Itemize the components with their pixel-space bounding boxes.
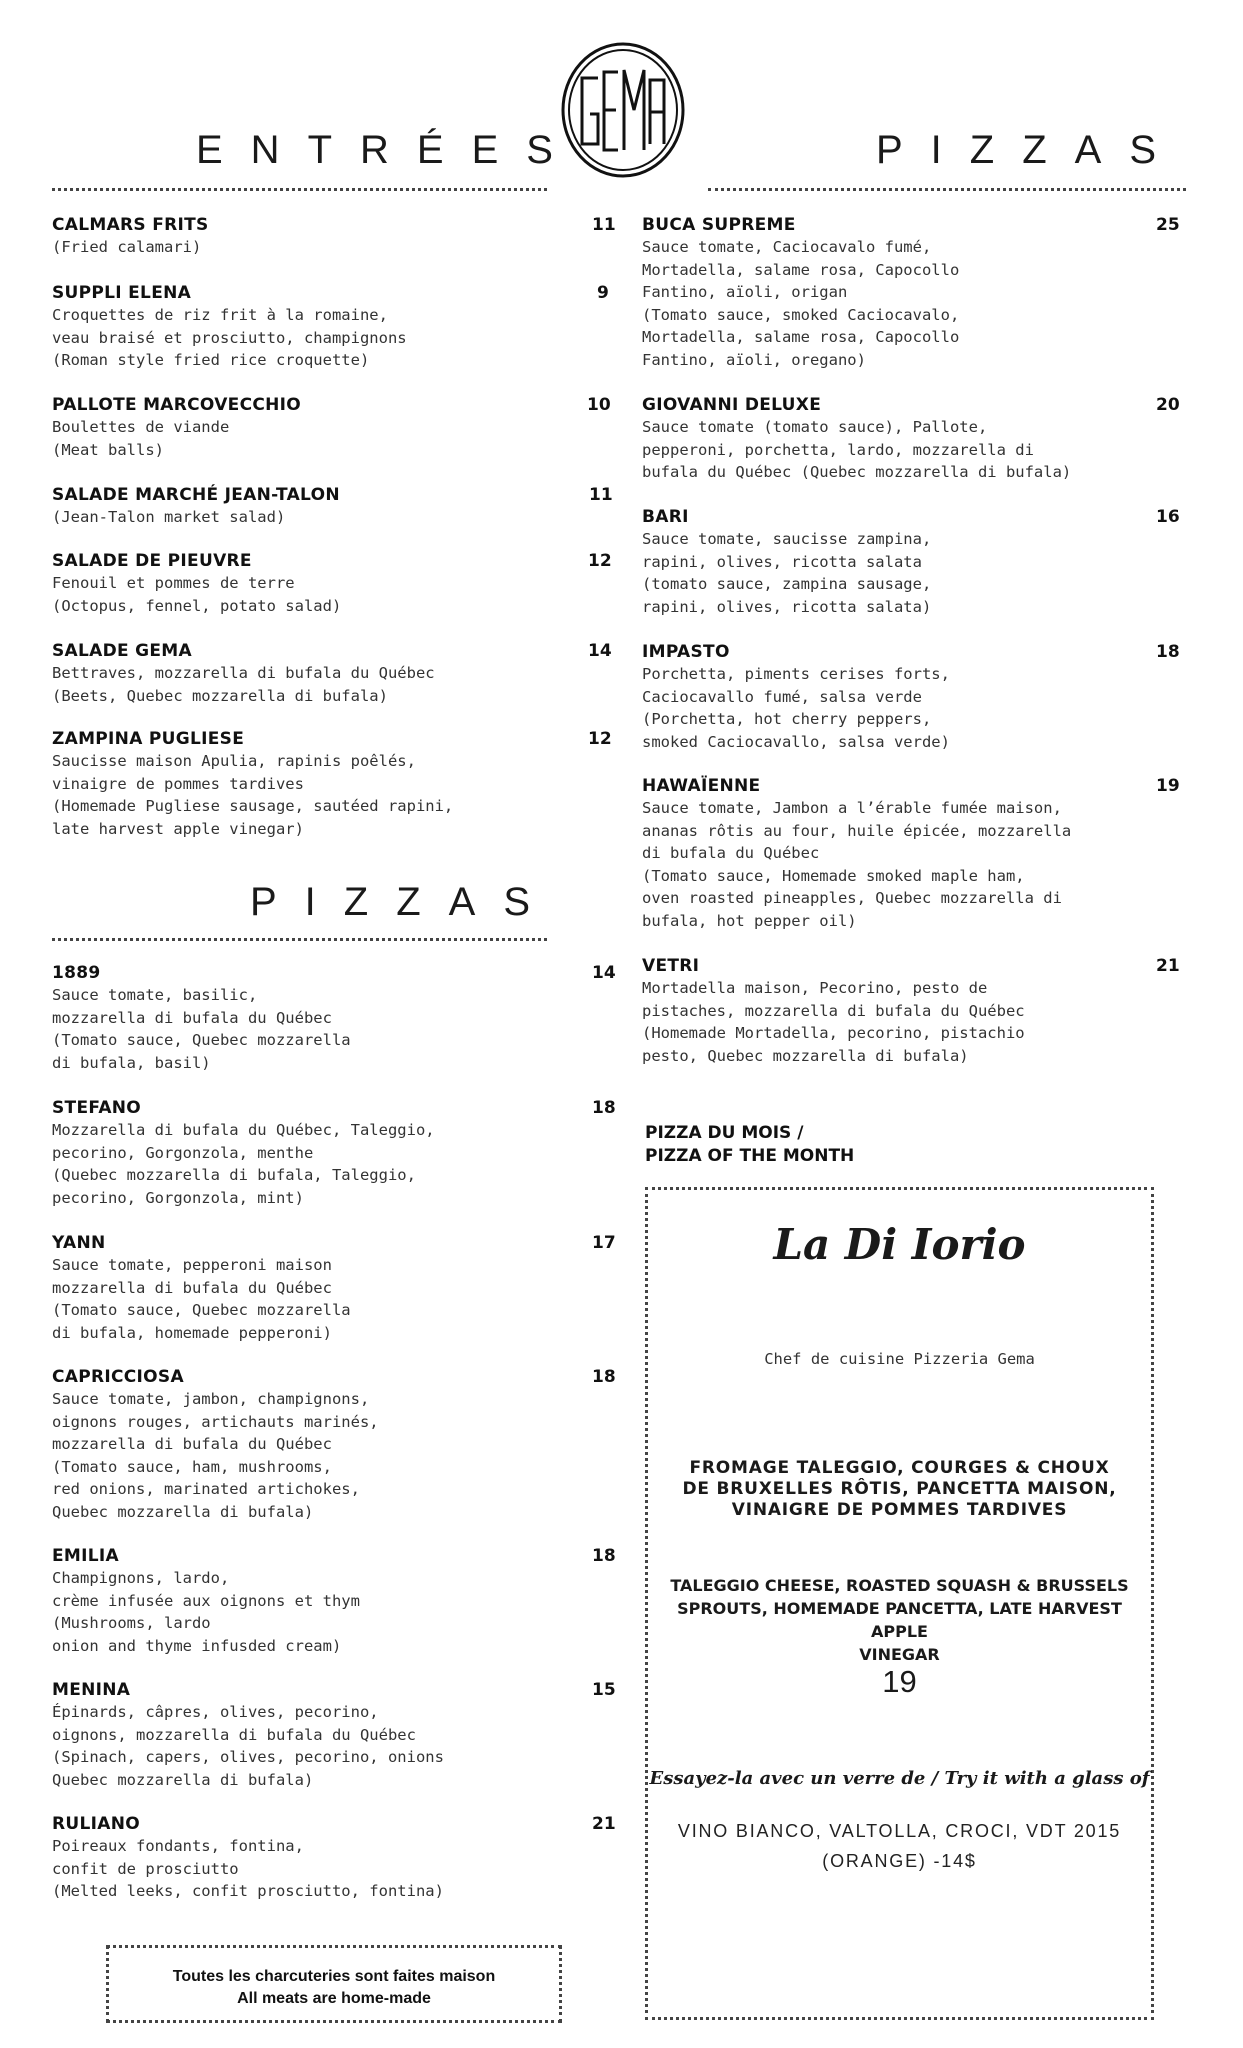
menu-item (52, 728, 612, 840)
item-price: 17 (592, 1233, 616, 1253)
menu-item (52, 214, 616, 259)
item-description: Sauce tomate, jambon, champignons, oignons rouges, artichauts marinés, mozzarella di bufala du Québec (Tomato sauce, ham, mushrooms, red onions, marinated artichokes, Quebec mozzarella di bufala) (52, 1390, 379, 1521)
item-name: SALADE GEMA (52, 641, 192, 661)
menu-item (642, 641, 1182, 753)
item-description: Boulettes de viande (Meat balls) (52, 418, 230, 459)
item-price: 12 (588, 551, 612, 571)
item-description: Sauce tomate, Jambon a l’érable fumée maison, ananas rôtis au four, huile épicée, mozzarella di bufala du Québec (Tomato sauce, Homemade smoked maple ham, oven roasted pineapples, Quebec mozzarella di bufala, hot pepper oil) (642, 799, 1072, 930)
item-description: (Jean-Talon market salad) (52, 508, 286, 526)
pizza-of-month-box (645, 1187, 1154, 2020)
menu-item (52, 282, 612, 372)
note-line-fr: Toutes les charcuteries sont faites maison (172, 1968, 496, 1985)
item-price: 15 (592, 1680, 616, 1700)
item-description: Champignons, lardo, crème infusée aux oignons et thym (Mushrooms, lardo onion and thyme infusded cream) (52, 1569, 360, 1655)
menu-item (642, 394, 1182, 484)
item-price: 9 (597, 283, 609, 303)
chef-credit: Chef de cuisine Pizzeria Gema (764, 1350, 1035, 1368)
menu-item (642, 506, 1182, 618)
menu-item (52, 1232, 616, 1344)
item-price: 11 (589, 485, 613, 505)
item-name: MENINA (52, 1680, 131, 1700)
menu-item (52, 1813, 616, 1903)
menu-item (52, 1545, 616, 1657)
item-price: 14 (588, 641, 612, 661)
menu-item (52, 1679, 616, 1791)
item-price: 10 (587, 395, 611, 415)
item-price: 18 (592, 1546, 616, 1566)
item-name: EMILIA (52, 1546, 119, 1566)
item-description: Sauce tomate, saucisse zampina, rapini, olives, ricotta salata (tomato sauce, zampina sausage, rapini, olives, ricotta salata) (642, 530, 932, 616)
item-name: PALLOTE MARCOVECCHIO (52, 395, 302, 415)
item-description: Mozzarella di bufala du Québec, Taleggio, pecorino, Gorgonzola, menthe (Quebec mozzarella di bufala, Taleggio, pecorino, Gorgonzola, mint) (52, 1121, 435, 1207)
note-line-en: All meats are home-made (237, 1990, 431, 2007)
item-price: 11 (592, 215, 616, 235)
wine-name: VINO BIANCO, VALTOLLA, CROCI, VDT 2015 (677, 1821, 1122, 1841)
menu-item (52, 640, 612, 707)
item-name: IMPASTO (642, 642, 730, 662)
pizza-of-month-description-fr: FROMAGE TALEGGIO, COURGES & CHOUX DE BRUXELLES RÔTIS, PANCETTA MAISON, VINAIGRE DE POMMES TARDIVES (682, 1458, 1117, 1520)
item-price: 25 (1156, 215, 1180, 235)
item-description: Épinards, câpres, olives, pecorino, oignons, mozzarella di bufala du Québec (Spinach, capers, olives, pecorino, onions Quebec mozzarella di bufala) (52, 1703, 444, 1789)
item-price: 14 (592, 963, 616, 983)
item-price: 18 (1156, 642, 1180, 662)
item-description: Bettraves, mozzarella di bufala du Québec (Beets, Quebec mozzarella di bufala) (52, 664, 435, 705)
item-name: SALADE MARCHÉ JEAN-TALON (52, 485, 340, 505)
item-name: SALADE DE PIEUVRE (52, 551, 252, 571)
item-price: 12 (588, 729, 612, 749)
item-name: CAPRICCIOSA (52, 1367, 184, 1387)
svg-text:GEMA: GEMA (558, 40, 561, 41)
item-name: SUPPLI ELENA (52, 283, 192, 303)
menu-item (52, 550, 612, 617)
pizza-of-month-heading: PIZZA DU MOIS / PIZZA OF THE MONTH (645, 1123, 855, 1166)
item-price: 19 (1156, 776, 1180, 796)
pairing-intro: Essayez-la avec un verre de / Try it with a glass of (649, 1768, 1150, 1789)
item-description: Sauce tomate, basilic, mozzarella di bufala du Québec (Tomato sauce, Quebec mozzarella di bufala, basil) (52, 986, 351, 1072)
item-price: 20 (1156, 395, 1180, 415)
pizzas-right-divider (708, 188, 1186, 191)
menu-item (52, 394, 612, 461)
item-name: GIOVANNI DELUXE (642, 395, 822, 415)
entrees-title: ENTRÉES (196, 128, 581, 172)
menu-item (52, 484, 612, 529)
item-price: 21 (1156, 956, 1180, 976)
charcuterie-note (106, 1945, 562, 2023)
item-description: Saucisse maison Apulia, rapinis poêlés, vinaigre de pommes tardives (Homemade Pugliese sausage, sautéed rapini, late harvest apple vinegar) (52, 752, 454, 838)
menu-item (52, 1366, 616, 1523)
item-name: RULIANO (52, 1814, 140, 1834)
item-name: CALMARS FRITS (52, 215, 209, 235)
entrees-divider (52, 188, 547, 191)
pizzas-left-title: PIZZAS (250, 880, 559, 924)
item-description: Porchetta, piments cerises forts, Caciocavallo fumé, salsa verde (Porchetta, hot cherry peppers, smoked Caciocavallo, salsa verde) (642, 665, 950, 751)
pizzas-left-divider (52, 938, 547, 941)
item-price: 18 (592, 1098, 616, 1118)
item-name: BUCA SUPREME (642, 215, 796, 235)
wine-price: (ORANGE) -14$ (822, 1851, 977, 1871)
item-description: Sauce tomate, Caciocavalo fumé, Mortadella, salame rosa, Capocollo Fantino, aïoli, origan (Tomato sauce, smoked Caciocavalo, Mortadella, salame rosa, Capocollo Fantino, aïoli, oregano) (642, 238, 960, 369)
item-description: Mortadella maison, Pecorino, pesto de pistaches, mozzarella di bufala du Québec (Homemade Mortadella, pecorino, pistachio pesto, Quebec mozzarella di bufala) (642, 979, 1025, 1065)
item-description: Fenouil et pommes de terre (Octopus, fennel, potato salad) (52, 574, 342, 615)
pizza-of-month-name: La Di Iorio (773, 1220, 1026, 1269)
item-name: 1889 (52, 963, 101, 983)
item-price: 18 (592, 1367, 616, 1387)
item-price: 16 (1156, 507, 1180, 527)
item-description: Sauce tomate, pepperoni maison mozzarella di bufala du Québec (Tomato sauce, Quebec mozzarella di bufala, homemade pepperoni) (52, 1256, 351, 1342)
menu-item (52, 1097, 616, 1209)
menu-item (52, 962, 616, 1074)
menu-item (642, 214, 1182, 371)
item-name: VETRI (642, 956, 700, 976)
item-description: Poireaux fondants, fontina, confit de prosciutto (Melted leeks, confit prosciutto, fontina) (52, 1837, 444, 1900)
item-description: Croquettes de riz frit à la romaine, veau braisé et prosciutto, champignons (Roman style fried rice croquette) (52, 306, 407, 369)
item-name: STEFANO (52, 1098, 142, 1118)
menu-item (642, 775, 1182, 932)
pizza-of-month-description-en: TALEGGIO CHEESE, ROASTED SQUASH & BRUSSELS SPROUTS, HOMEMADE PANCETTA, LATE HARVEST APPLE VINEGAR (670, 1576, 1129, 1664)
menu-item (642, 955, 1182, 1067)
item-name: BARI (642, 507, 689, 527)
item-name: YANN (52, 1233, 106, 1253)
item-price: 21 (592, 1814, 616, 1834)
item-description: Sauce tomate (tomato sauce), Pallote, pepperoni, porchetta, lardo, mozzarella di bufala du Québec (Quebec mozzarella di bufala) (642, 418, 1072, 481)
pizza-of-month-price: 19 (882, 1664, 917, 1699)
item-name: ZAMPINA PUGLIESE (52, 729, 245, 749)
pizzas-right-title: PIZZAS (876, 128, 1185, 172)
item-description: (Fried calamari) (52, 238, 202, 256)
item-name: HAWAÏENNE (642, 776, 761, 796)
